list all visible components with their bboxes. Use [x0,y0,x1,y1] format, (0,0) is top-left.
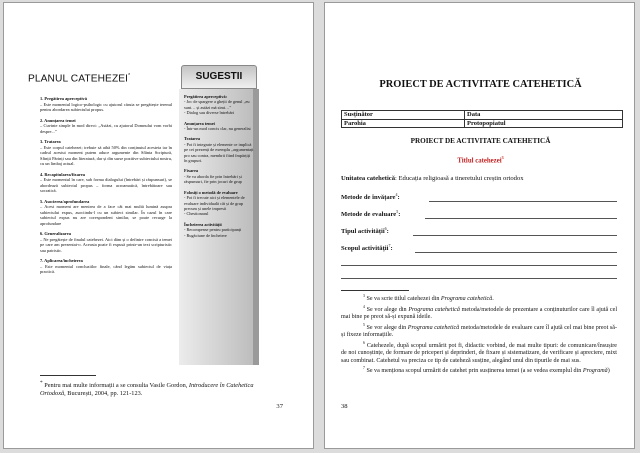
sugestie-item [184,168,254,184]
section-body: – Este momentul în care, sub forma dialogului (întrebări și răspunsuri), se abordează subiectul propus – forma acroamatică, întrebătoare sau socratică. [40,177,172,193]
section-heading: 6. Generalizarea [40,231,71,236]
page-38 [324,2,635,449]
plan-section [40,231,172,253]
unitatea-line: Unitatea catehetică: Educația religioasă a tineretului creștin ortodox [341,175,524,182]
section-body: – Este momentul concluziilor finale, când legăm subiectul de viața practică. [40,263,172,274]
cateheza-title: Titlul catehezei$^3$ [457,155,504,165]
field-underline [341,278,617,279]
section-heading: 1. Pregătirea aperceptivă [40,96,87,101]
sugestie-item [184,222,254,238]
sugestie-body: - Pot fi integrate și elemente ce implică pe cei prezenți de exemplu „argumentați pro sau contra, membrii fiind împărțiți în grupuri. [184,141,254,164]
field-underline [413,235,617,236]
sugestie-heading: Încheierea activității [184,221,222,227]
table-cell: Susținător [342,111,465,120]
section-body: – Este momentul logico-psihologic cu ajutorul căruia se pregătește terenul pentru abordarea subiectului propus. [40,101,172,112]
field-label: Metode de învățare$^4$: [341,192,400,202]
field-label: Scopul activității$^7$: [341,243,393,253]
sugestie-heading: Pregătirea aperceptivă: [184,94,228,99]
sugestie-heading: Anunțarea temei [184,120,215,126]
table-row [342,119,623,128]
footnote: $^5$ Se vor alege din Programa catehetică metoda/metodele de evaluare care îl ajută cel mai bine preot să-și fixeze informațiile. [341,322,618,339]
section-heading: 5. Asocierea/aprofundarea [40,198,90,204]
plan-section [40,139,172,167]
page-number: 38 [341,403,348,410]
subtitle: PROIECT DE ACTIVITATE CATEHETICĂ [410,137,551,145]
sugestie-heading: Folosiți o metodă de evaluare [184,189,238,195]
plan-section [40,172,172,194]
plan-section [40,199,172,227]
table-cell: Parohia [342,119,465,128]
sugestie-body: - Pot fi trecute aici și elementele de evaluare individuală cât și de grup precum și unele impresii - Chestionarul [184,195,245,217]
section-heading: 2. Anunțarea temei [40,117,76,123]
plan-column [40,96,172,280]
field-underline [415,252,617,253]
field-underline [341,265,617,266]
plan-title: PLANUL CATEHEZEI* [28,73,131,85]
section-body: – Ne pregătește de finalul catehezei. Aici dăm și o definire concisă a temei pe care am prezentat-o. Aceasta poate fi expusă printr-un text scripturistic sau patristic. [40,236,172,253]
sugestie-item [184,190,254,217]
page-number: 37 [276,403,283,410]
sugestie-body: - Se va aborda fie prin întrebări și răspunsuri, fie prin jocuri de grup [184,173,242,185]
sugestii-list [184,94,254,243]
table-row [342,111,623,120]
sugestie-body: - Într-un mod concis clar, nu generalist [184,126,251,132]
footnote: $^4$ Se vor alege din Programa catehetică metoda/metodele de prezentare a conținuturilor care îl ajută cel mai bine pe preot să-și expună ideile. [341,304,618,321]
section-heading: 7. Aplicarea/încheierea [40,258,83,263]
section-heading: 3. Tratarea [40,139,61,144]
footnote: $^6$ Catehezele, după scopul urmărit pot fi, didactic vorbind, de mai multe tipuri: de comunicare/însușire de noi cunoștințe, de formare de priceperi și deprinderi, de fixare și sistematizare, de verificare și apreciere, mixt sau combinat. Catehetul va preciza ce tip de cateheză susține, alegând unul din tipurile de mai sus. [341,340,617,364]
field-underline [429,201,617,202]
section-body: – Acest moment are menirea de a face cât mai multă lumină asupra subiectului expus, asociindu-l cu un subiect similar. În cazul în care subiectul expus nu are corespondent similar, se poate recurge la aprofundare [40,204,172,226]
sugestie-item [184,136,254,163]
sugestie-body: - Joc de spargere a gheții de genul „eu sunt… și astăzi mă simt…” - Dialog sau diverse întrebări [184,99,250,116]
field-underline [425,218,617,219]
sugestie-body: - Recompense pentru participanți - Rugăciune de încheiere [184,227,242,238]
plan-section [40,96,172,113]
field-label: Metode de evaluare$^5$: [341,209,401,219]
footnote-rule [40,375,96,376]
sugestie-heading: Tratarea [184,136,201,142]
section-body: – Este corpul catehezei; trebuie să aibă 50% din conținutul acesteia iar în cadrul acestui moment putem aduce argumente din Sfânta Scriptură, Sfinții Părinți sau din literatură, dar și din surse pozitive subiectului nostru, cu un limbaj actual. [40,144,172,166]
sugestie-heading: Fixarea [184,168,199,174]
table-cell: Protopopiatul [465,119,623,128]
plan-section [40,118,172,135]
header-table [341,110,623,128]
plan-section [40,258,172,275]
sugestie-item [184,94,254,116]
sugestii-tab: SUGESTII [181,65,257,89]
section-heading: 4. Recapitularea/fixarea [40,171,85,177]
table-cell: Data [465,111,623,120]
field-label: Tipul activității$^6$: [341,226,389,236]
footnote: $^3$ Se va scrie titlul catehezei din Programa catehetică. [363,294,494,303]
page-title: PROIECT DE ACTIVITATE CATEHETICĂ [379,79,582,90]
footnote: $^7$ Se va menționa scopul urmărit de catehet prin susținerea temei (a se vedea exemplul din Programă) [363,366,610,375]
footnote-rule [341,290,409,291]
page-37 [3,2,314,449]
section-body: – Cuvinte simple în mod direct: „Astăzi, cu ajutorul Domnului vom vorbi despre...” [40,123,172,134]
footnotes [341,293,617,376]
sugestie-item [184,121,254,132]
footnote: * Pentru mai multe informații a se consulta Vasile Gordon, Introducere în Catehetica Ortodoxă, București, 2004, pp. 121-123. [40,380,254,398]
